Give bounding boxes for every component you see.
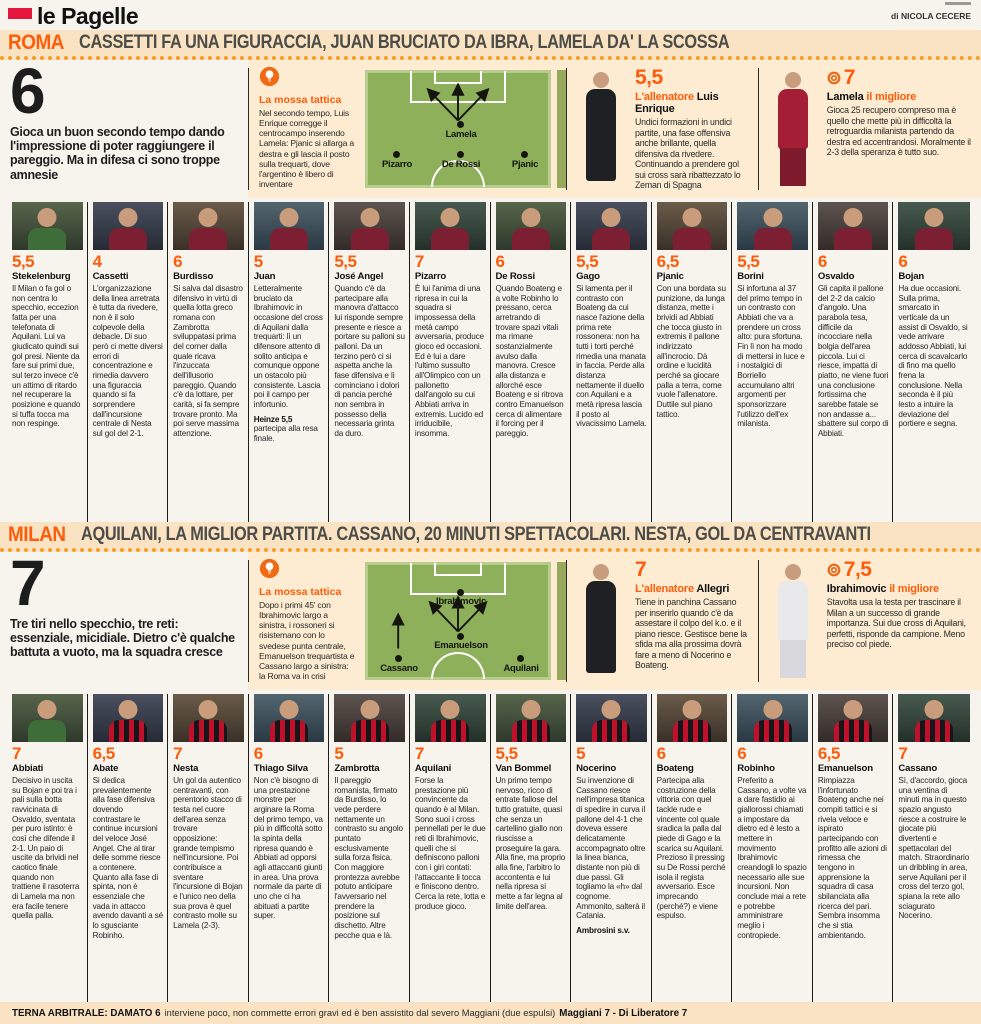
player-card (329, 694, 410, 1002)
player-name: Pizarro (414, 271, 447, 282)
best-rating: 7 (843, 66, 855, 89)
best-name: Ibrahimovic (826, 583, 887, 595)
referee-assistants: Maggiani 7 - Di Liberatore 7 (559, 1007, 688, 1019)
page-title: le Pagelle (37, 2, 139, 29)
milan-players-grid (0, 690, 981, 1002)
player-name: Zambrotta (334, 763, 380, 774)
player-comment: Si dedica prevalentemente alla fase difensiva dovendo contrastare le continue incursioni del veloce José Angel. Che al tirar delle somme riesce a contenere. Quanto alla fase di spinta, non è essenziale che vada in attacco avendo davanti a sé lo sgusciante Robinho. (92, 776, 164, 940)
player-comment: Il Milan o fa gol o non centra lo specchio, eccezion fatta per una telefonata di Aquilani. Lui va giudicato quindi sui gol presi. Niente da fare sui primi due, sul terzo invece c'è un attimo di ritardo nel recuperare la posizione e quando si tuffa tocca ma non respinge. (12, 284, 81, 429)
milan-info-band (0, 552, 981, 690)
roma-players-grid (0, 198, 981, 522)
roma-mossa-tattica (249, 60, 361, 198)
player-photo (12, 202, 83, 250)
football-icon (827, 71, 841, 85)
player-card (571, 202, 652, 522)
player-photo (93, 694, 164, 742)
player-name: Cassano (898, 763, 937, 774)
player-name: Van Bommel (495, 763, 552, 774)
player-photo (737, 694, 808, 742)
mossa-title: La mossa tattica (259, 94, 342, 106)
player-card (168, 202, 249, 522)
player-photo (334, 694, 405, 742)
milan-team-rating-block (0, 552, 248, 690)
roma-team-name: ROMA (8, 31, 64, 54)
player-name: Abbiati (12, 763, 44, 774)
player-photo (415, 202, 486, 250)
pitch-label-mid-right: Aquilani (503, 663, 539, 674)
player-name: Thiago Silva (253, 763, 308, 774)
roma-team-comment: Gioca un buon secondo tempo dando l'impressione di poter raggiungere il pareggio. Ma in difesa ci sono troppe amnesie (10, 124, 225, 182)
player-card (571, 694, 652, 1002)
player-photo (737, 202, 808, 250)
player-card (168, 694, 249, 1002)
best-comment: Gioca 25 recupero compreso ma è quello che mette più in difficoltà la retroguardia milanista partendo da destra ed accentrandosi. Moralmente il 2-3 della speranza è tutto suo. (826, 105, 971, 158)
player-photo (496, 694, 567, 742)
player-rating: 5,5 (737, 252, 760, 271)
masthead (0, 0, 981, 30)
player-card (329, 202, 410, 522)
player-comment: È lui l'anima di una ripresa in cui la squadra si impossessa della metà campo avversaria, produce gioco ed occasioni. Ed è lui a dare l'ultimo sussulto all'Olimpico con un pallonetto dall'angolo su cui Abbiati arriva in extremis. Lucido ed irriducibile, insomma. (414, 284, 484, 439)
player-dot (457, 151, 464, 158)
player-card (410, 694, 491, 1002)
player-rating: 6 (898, 252, 908, 271)
player-comment: Quando Boateng e a volte Robinho lo pressano, cerca arretrando di trovare spazi vitali ma rimane sostanzialmente avulso dalla manovra. Cresce alla distanza e allorché esce Boateng e si ritrova contro Emanuelson cerca di alimentare il forcing per il pareggio. (495, 284, 564, 439)
best-player-photo (761, 556, 825, 688)
coach-name: Allegri (696, 583, 730, 595)
coach-rating: 7 (635, 558, 647, 581)
pitch-label-mid-center: De Rossi (441, 159, 481, 170)
pitch-label-forward: Lamela (445, 129, 477, 140)
player-comment: Gli capita il pallone del 2-2 da calcio d'angolo. Una parabola tesa, difficile da incocciare nella bolgia dell'area piccola. Lui ci riesce, impatta di piatto, ne viene fuori una conclusione fortissima che sarebbe fatale se non andasse a... sbattere sul corpo di Abbiati. (817, 284, 889, 439)
player-photo (818, 694, 889, 742)
player-dot (517, 655, 524, 662)
football-icon (827, 563, 841, 577)
byline: di NICOLA CECERE (891, 11, 971, 21)
player-name: Osvaldo (817, 271, 855, 282)
player-rating: 7 (12, 744, 21, 763)
player-name: Borini (737, 271, 764, 282)
best-label: il migliore (889, 583, 939, 595)
roma-headline-strip (0, 30, 981, 60)
player-rating: 5 (334, 744, 344, 763)
player-rating: 5 (253, 252, 263, 271)
player-comment: Un primo tempo nervoso, ricco di entrate fallose del tutto gratuite, quasi che senza un cartellino giallo non riuscisse a proseguire la gara. Alla fine, ma proprio alla fine, l'arbitro lo accontenta e lui nella ripresa si mette a far legna al limite dell'area. (495, 776, 566, 911)
player-comment: Sì, d'accordo, gioca una ventina di minuti ma in questo spazio angusto riesce a costruire le giocate più divertenti e spettacolari del match. Straordinario un dribbling in area, serve Aquilani per il cross del terzo gol, spiana la rete allo sciagurato Nocerino. (898, 776, 970, 921)
player-name: Emanuelson (817, 763, 873, 774)
coach-photo (569, 556, 633, 688)
player-comment: Il pareggio romanista, firmato da Burdisso, lo vede perdere nettamente un contrasto su angolo puntato esclusivamente sulla forza fisica. Con maggiore prontezza avrebbe potuto anticipare l'avversario nel prendere la posizione sul dischetto. Altre pecche qua e là. (334, 776, 403, 940)
roma-team-rating-block (0, 60, 248, 198)
player-rating: 7 (414, 252, 424, 271)
player-comment: Non c'è bisogno di una prestazione monstre per arginare la Roma del primo tempo, va più in difficoltà sotto la spinta della ripresa quando è Abbiati ad opporsi agli attaccanti giunti in area. Una prova normale da parte di uno che ci ha abituati a partite super. (253, 776, 323, 921)
player-photo (898, 202, 970, 250)
player-name: De Rossi (495, 271, 535, 282)
player-card (813, 202, 894, 522)
player-photo (173, 694, 244, 742)
player-rating: 5,5 (334, 252, 357, 271)
milan-coach-block (567, 552, 758, 690)
player-name: Pjanic (656, 271, 684, 282)
pitch-label-wide-left: Cassano (380, 663, 418, 674)
player-photo (496, 202, 567, 250)
best-rating: 7,5 (843, 558, 872, 581)
referee-lead: TERNA ARBITRALE: DAMATO 6 (12, 1007, 161, 1019)
player-name: Juan (253, 271, 276, 282)
player-card (88, 202, 169, 522)
player-photo (93, 202, 164, 250)
coach-label: L'allenatore (635, 91, 694, 103)
player-name: José Angel (334, 271, 384, 282)
player-photo (818, 202, 889, 250)
player-dot (393, 151, 400, 158)
player-photo (576, 202, 647, 250)
green-accent-bar (557, 562, 566, 680)
player-photo (576, 694, 647, 742)
player-name: Nesta (173, 763, 199, 774)
player-dot (521, 151, 528, 158)
referee-comment: interviene poco, non commette errori gravi ed è ben assistito dal severo Maggiani (due espulsi) (164, 1008, 556, 1018)
milan-mossa-tattica (249, 552, 361, 690)
mossa-text: Nel secondo tempo, Luis Enrique corregge il centrocampo inserendo Lamela: Pjanic si allarga a destra e gli lascia il posto sulla trequarti, dove l'argentino è libero di inventare (259, 108, 354, 189)
player-card (732, 694, 813, 1002)
player-comment: Ha due occasioni. Sulla prima, smarcato in verticale da un assist di Osvaldo, si vede arrivare addosso Abbiati, lui cerca di scavalcarlo di fino ma quello frena la conclusione. Nella seconda è il più lesto a intuire la deviazione del portiere e segna. (898, 284, 968, 429)
player-card (249, 694, 330, 1002)
green-accent-bar (557, 70, 566, 188)
player-rating: 6 (656, 744, 666, 763)
lightbulb-icon (259, 66, 280, 87)
player-name: Bojan (898, 271, 925, 282)
player-rating: 7 (414, 744, 424, 763)
sub-player-name: Ambrosini s.v. (576, 926, 630, 936)
milan-headline: AQUILANI, LA MIGLIOR PARTITA. CASSANO, 20 MINUTI SPETTACOLARI. NESTA, GOL DA CENTRAVANTI (81, 524, 871, 545)
roma-team-rating: 6 (10, 60, 44, 127)
player-photo (657, 694, 728, 742)
player-name: Burdisso (173, 271, 214, 282)
player-name: Boateng (656, 763, 694, 774)
coach-label: L'allenatore (635, 583, 694, 595)
sub-player-name: Heinze 5,5 (253, 414, 293, 424)
best-label: il migliore (866, 91, 917, 103)
roma-best-player-block (759, 60, 981, 198)
player-photo (12, 694, 83, 742)
mossa-title: La mossa tattica (259, 586, 342, 598)
player-dot (457, 589, 464, 596)
player-dot (457, 121, 464, 128)
referee-bar (0, 1002, 981, 1024)
player-comment: Si lamenta per il contrasto con Boateng da cui nasce l'azione della prima rete rossonera: non ha tutti i torti perché rimedia una manata in faccia. Perde alla distanza nettamente il duello con Aquilani e a metà ripresa lascia il posto al vivacissimo Lamela. (576, 284, 647, 429)
player-rating: 6 (737, 744, 747, 763)
player-comment: Partecipa alla costruzione della vittoria con quel tackle rude e vincente col quale sradica la palla dal piede di Gago e la scarica su Aquilani. Prezioso il pressing su De Rossi perché isola il regista avversario. Esce imprecando (perché?) e viene espulso. (656, 776, 726, 921)
player-photo (657, 202, 728, 250)
player-photo (254, 694, 325, 742)
player-photo (415, 694, 486, 742)
corner-dash (945, 2, 971, 5)
player-note (576, 926, 647, 936)
milan-tactics-pitch (365, 562, 551, 680)
player-comment: Decisivo in uscita su Bojan e poi tra i pali sulla botta ravvicinata di Osvaldo, sventata per puro istinto: è così che difende il 2-1. Un paio di uscite da brividi nel caotico finale quando non trattiene il rasoterra di Lamela ma non era facile tenere quella palla. (12, 776, 80, 921)
best-comment: Stavolta usa la testa per trascinare il Milan a un successo di grande importanza. Sui due cross di Aquilani, perfetti, risponde da campione. Meno preciso col piede. (826, 597, 966, 650)
milan-team-rating: 7 (10, 552, 44, 619)
player-rating: 7 (173, 744, 183, 763)
player-card (7, 202, 88, 522)
best-name: Lamela (826, 91, 864, 103)
coach-comment: Tiene in panchina Cassano per inserirlo quando c'è da assestare il colpo del k.o. e il piano riesce. Gestisce bene la sfida ma alla prossima dovrà fare a meno di Nocerino e Boateng. (635, 597, 747, 671)
sub-player-comment: partecipa alla resa finale. (253, 424, 318, 444)
player-card (893, 694, 974, 1002)
player-card (88, 694, 169, 1002)
player-photo (898, 694, 970, 742)
player-rating: 6 (817, 252, 827, 271)
player-rating: 5,5 (12, 252, 35, 271)
player-card (410, 202, 491, 522)
coach-comment: Undici formazioni in undici partite, una fase offensiva anche brillante, quella difensiva da rivedere. Continuando a prendere gol sui cross sarà ribattezzato lo Zeman di Spagna (635, 117, 741, 191)
player-name: Gago (576, 271, 600, 282)
player-name: Abate (92, 763, 119, 774)
milan-pitch-wrap (361, 552, 566, 690)
player-photo (254, 202, 325, 250)
coach-photo (569, 64, 633, 196)
masthead-red-block (8, 8, 32, 19)
milan-headline-strip (0, 522, 981, 552)
player-rating: 4 (92, 252, 102, 271)
pitch-label-mid-left: Pizarro (381, 159, 413, 170)
player-rating: 6 (495, 252, 505, 271)
player-note (254, 415, 325, 444)
player-rating: 7 (898, 744, 908, 763)
player-dot (395, 655, 402, 662)
player-comment: Rimpiazza l'infortunato Boateng anche nei compiti tattici e si rivela veloce e ispirato partecipando con profitto alle azioni di rimessa che tengono in apprensione la squadra di casa sbilanciata alla ricerca del pari. Sembra insomma che si stia ambientando. (817, 776, 887, 940)
player-comment: Su invenzione di Cassano riesce nell'impresa titanica di spedire in curva il pallone del 4-1 che doveva essere delicatamente accompagnato oltre la linea bianca, distante non più di due passi. Gli togliamo la «h» dal cognome. Ammonito, salterà il Catania. (576, 776, 646, 921)
player-rating: 5,5 (576, 252, 599, 271)
player-rating: 6,5 (656, 252, 679, 271)
pitch-label-mid-right: Pjanic (511, 159, 539, 170)
player-name: Aquilani (414, 763, 452, 774)
roma-coach-block (567, 60, 758, 198)
player-name: Cassetti (92, 271, 129, 282)
player-comment: Si infortuna al 37 del primo tempo in un contrasto con Abbiati che va a prendere un cross alto: pura sfortuna. Fin lì non ha modo di mettersi in luce e i nostalgici di Borriello accumulano altri argomenti per sponsorizzare l'utilizzo dell'ex milanista. (737, 284, 805, 429)
lightbulb-icon (259, 558, 280, 579)
player-rating: 6,5 (817, 744, 840, 763)
player-photo (173, 202, 244, 250)
best-player-photo (761, 64, 825, 196)
player-card (7, 694, 88, 1002)
milan-team-name: MILAN (8, 523, 66, 546)
player-card (893, 202, 974, 522)
player-card (491, 202, 572, 522)
player-card (249, 202, 330, 522)
coach-name: Luis Enrique (635, 91, 719, 115)
player-name: Robinho (737, 763, 775, 774)
player-comment: Con una bordata su punizione, da lunga distanza, mette i brividi ad Abbiati che tocca giusto in extremis il pallone indirizzato all'incrocio. Dà ordine e lucidità perché sa giocare palla a terra, come vuole l'allenatore. Duttile sul piano tattico. (656, 284, 726, 419)
player-rating: 6 (253, 744, 263, 763)
player-comment: Quando c'è da partecipare alla manovra d'attacco lui risponde sempre presente e riesce a portare su palloni su palloni. Da un terzino però ci si aspetta anche la fase difensiva e lì cominciano i dolori di pancia perché non sembra in possesso della necessaria grinta da duro. (334, 284, 405, 439)
player-comment: Preferito a Cassano, a volte va a dare fastidio ai giallorossi chiamati a impostare da dietro ed è lesto a mettere in movimento Ibrahimovic creandogli lo spazio necessario alle sue incursioni. Non conclude mai a rete e potrebbe amministrare meglio i contropiede. (737, 776, 807, 940)
player-comment: Forse la prestazione più convincente da quando è al Milan. Sono suoi i cross pennellati per le due reti di Ibrahimovic, quelli che si definiscono palloni con i giri contati: l'attaccante li tocca e finiscono dentro. Cerca la rete, lotta e produce gioco. (414, 776, 486, 911)
player-rating: 5 (576, 744, 586, 763)
player-rating: 6,5 (92, 744, 115, 763)
player-photo (334, 202, 405, 250)
player-card (813, 694, 894, 1002)
coach-rating: 5,5 (635, 66, 663, 89)
player-card (652, 694, 733, 1002)
roma-info-band (0, 60, 981, 198)
player-comment: Letteralmente bruciato da Ibrahimovic in occasione del cross di Aquilani dalla trequarti: lì un difensore attento di solito anticipa e comunque oppone un ostacolo più consistente. Lascia poi il campo per infortunio. (253, 284, 323, 410)
mossa-text: Dopo i primi 45' con Ibrahimovic largo a sinistra, i rossoneri si risistemano con lo svedese punta centrale, Emanuelson trequartista e Cassano largo a sinistra: la Roma va in crisi (259, 600, 355, 681)
player-comment: Si salva dal disastro difensivo in virtù di quella lotta greco romana con Zambrotta sviluppatasi prima del corner dalla quale ricava l'inzuccata dell'illusorio pareggio. Quando c'è da lottare, per carità, si fa sempre trovare pronto. Ma poi serve massima attenzione. (173, 284, 243, 439)
player-card (491, 694, 572, 1002)
player-dot (457, 633, 464, 640)
player-comment: Un gol da autentico centravanti, con perentorio stacco di testa nel cuore dell'area senza trovare opposizione: grande tempismo nell'incursione. Poi contribuisce a sventare l'incursione di Bojan e l'unico neo della sua prova è quel contrasto molle su Lamela (2-3). (173, 776, 243, 931)
roma-headline: CASSETTI FA UNA FIGURACCIA, JUAN BRUCIATO DA IBRA, LAMELA DA' LA SCOSSA (79, 32, 730, 53)
player-comment: L'organizzazione della linea arretrata è tutta da rivedere, non è il solo colpevole della debacle. Di suo però ci mette diversi errori di concentrazione e rimedia davvero una figuraccia quando si fa sorprendere dall'incursione centrale di Nesta sul gol del 2-1. (92, 284, 163, 439)
player-card (732, 202, 813, 522)
player-rating: 6 (173, 252, 183, 271)
player-card (652, 202, 733, 522)
player-name: Nocerino (576, 763, 617, 774)
roma-tactics-pitch (365, 70, 551, 188)
milan-team-comment: Tre tiri nello specchio, tre reti: essenziale, micidiale. Dietro c'è qualche battuta a vuoto, ma la squadra cresce (10, 616, 235, 660)
pitch-label-trequartista: Emanuelson (434, 640, 488, 651)
milan-best-player-block (759, 552, 981, 690)
roma-pitch-wrap (361, 60, 566, 198)
player-rating: 5,5 (495, 744, 518, 763)
player-name: Stekelenburg (12, 271, 71, 282)
pitch-label-striker: Ibrahimovic (435, 596, 487, 607)
